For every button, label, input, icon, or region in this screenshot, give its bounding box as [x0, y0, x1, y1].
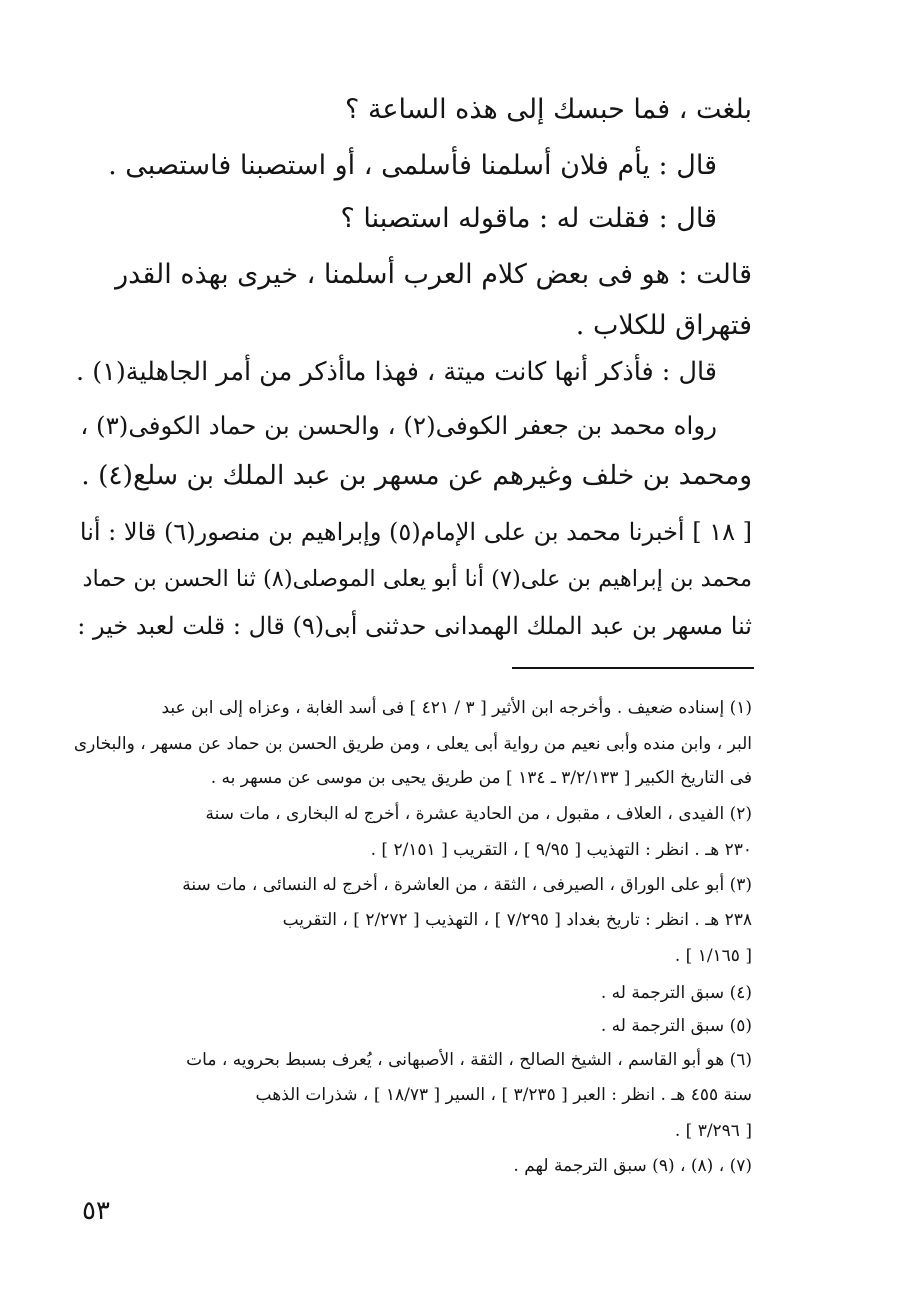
main-line-11: ثنا مسهر بن عبد الملك الهمدانى حدثنى أبى(٩) قال : قلت لعبد خير :	[77, 612, 752, 640]
footnote-line-11: (٦) هو أبو القاسم ، الشيخ الصالح ، الثقة ، الأصبهانى ، يُعرف بسبط بحرويه ، مات	[186, 1050, 752, 1070]
main-line-10: محمد بن إبراهيم بن على(٧) أنا أبو يعلى الموصلى(٨) ثنا الحسن بن حماد	[82, 566, 752, 592]
footnote-line-8: [ ١/١٦٥ ] .	[674, 946, 752, 966]
footnote-line-1: (١) إسناده ضعيف . وأخرجه ابن الأثير [ ٣ / ٤٢١ ] فى أسد الغابة ، وعزاه إلى ابن عبد	[161, 698, 752, 718]
main-line-9: [ ١٨ ] أخبرنا محمد بن على الإمام(٥) وإبراهيم بن منصور(٦) قالا : أنا	[79, 518, 752, 546]
footnote-line-10: (٥) سبق الترجمة له .	[600, 1016, 752, 1036]
footnote-line-9: (٤) سبق الترجمة له .	[600, 983, 752, 1003]
main-line-3: قال : فقلت له : ماقوله استصبنا ؟	[340, 203, 717, 234]
footnote-line-12: سنة ٤٥٥ هـ . انظر : العبر [ ٣/٢٣٥ ] ، السير [ ١٨/٧٣ ] ، شذرات الذهب	[255, 1085, 752, 1105]
footnote-line-13: [ ٣/٢٩٦ ] .	[674, 1121, 752, 1141]
page-number: ٥٣	[82, 1196, 110, 1226]
main-line-6: قال : فأذكر أنها كانت ميتة ، فهذا ماأذكر من أمر الجاهلية(١) .	[75, 357, 717, 387]
footnote-line-14: (٧) ، (٨) ، (٩) سبق الترجمة لهم .	[513, 1156, 752, 1176]
main-line-5: فتهراق للكلاب .	[575, 310, 752, 341]
footnote-line-2: البر ، وابن منده وأبى نعيم من رواية أبى يعلى ، ومن طريق الحسن بن حماد عن مسهر ، والبخارى	[73, 734, 752, 754]
main-line-2: قال : يأم فلان أسلمنا فأسلمى ، أو استصبنا فاستصبى .	[108, 150, 717, 181]
footnote-line-3: فى التاريخ الكبير [ ٣/٢/١٣٣ ـ ١٣٤ ] من طريق يحيى بن موسى عن مسهر به .	[210, 768, 752, 788]
main-line-7: رواه محمد بن جعفر الكوفى(٢) ، والحسن بن حماد الكوفى(٣) ،	[80, 411, 717, 440]
footnote-line-7: ٢٣٨ هـ . انظر : تاريخ بغداد [ ٧/٢٩٥ ] ، التهذيب [ ٢/٢٧٢ ] ، التقريب	[282, 910, 752, 930]
footnote-line-4: (٢) الفيدى ، العلاف ، مقبول ، من الحادية عشرة ، أخرج له البخارى ، مات سنة	[205, 804, 752, 824]
main-line-8: ومحمد بن خلف وغيرهم عن مسهر بن عبد الملك بن سلع(٤) .	[81, 460, 752, 491]
footnote-separator	[512, 667, 754, 669]
footnote-line-5: ٢٣٠ هـ . انظر : التهذيب [ ٩/٩٥ ] ، التقريب [ ٢/١٥١ ] .	[370, 840, 752, 860]
main-line-1: بلغت ، فما حبسك إلى هذه الساعة ؟	[345, 94, 752, 125]
footnote-line-6: (٣) أبو على الوراق ، الصيرفى ، الثقة ، من العاشرة ، أخرج له النسائى ، مات سنة	[182, 875, 752, 895]
main-line-4: قالت : هو فى بعض كلام العرب أسلمنا ، خيرى بهذه القدر	[115, 259, 752, 290]
